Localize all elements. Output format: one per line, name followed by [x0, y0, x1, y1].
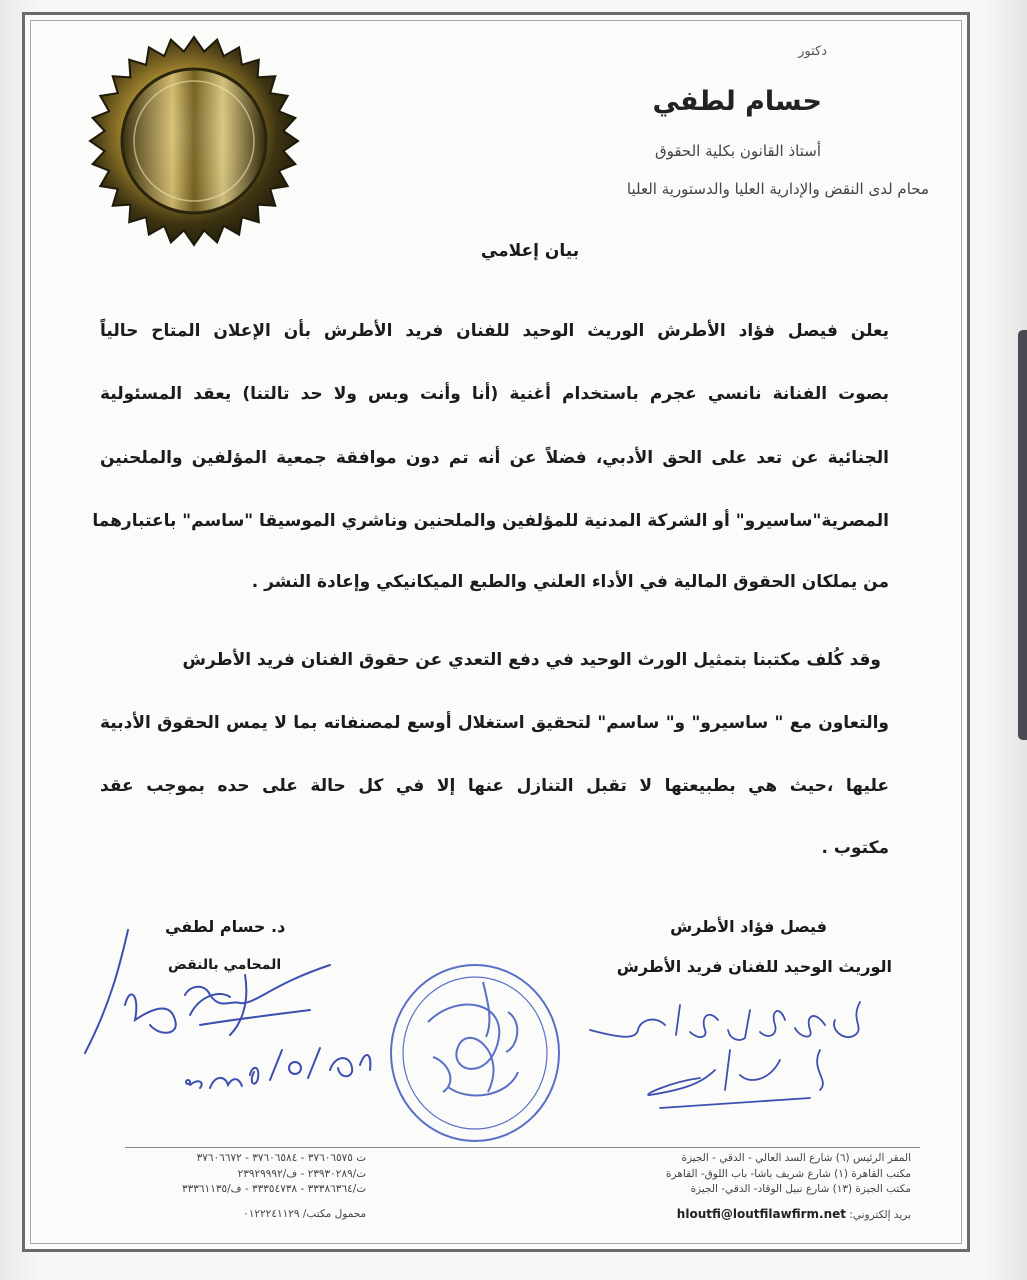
footer-address-line: مكتب الجيزة (١٣) شارع نبيل الوقاد- الدقي- الجيزة: [690, 1183, 911, 1195]
scrollbar-thumb[interactable]: [1018, 330, 1027, 740]
paragraph-2-line: والتعاون مع " ساسيرو" و" ساسم" لتحقيق استغلال أوسع لمصنفاته بما لا يمس الحقوق الأدبية: [100, 713, 889, 733]
footer-address-line: مكتب القاهرة (١) شارع شريف باشا- باب اللوق- القاهرة: [666, 1167, 911, 1180]
footer-phone-line: ت/٣٣٣٨٦٣٦٤ - ٣٣٣٥٤٧٣٨ - ف/٣٣٣٦١١٣٥: [182, 1183, 367, 1195]
paragraph-2-line: وقد كُلف مكتبنا بتمثيل الورث الوحيد في دفع التعدي عن حقوق الفنان فريد الأطرش: [182, 650, 881, 670]
circular-stamp-icon: [388, 962, 562, 1144]
document-heading: بيان إعلامي: [480, 241, 580, 261]
paragraph-1-line: من يملكان الحقوق المالية في الأداء العلني والطبع الميكانيكي وإعادة النشر .: [251, 572, 889, 592]
footer-email[interactable]: hloutfi@loutfilawfirm.net: [676, 1206, 846, 1221]
footer-phone-line: ت/٢٣٩٣٠٢٨٩ - ف/٢٣٩٢٩٩٩٢: [237, 1167, 367, 1180]
gold-seal-icon: [88, 30, 300, 252]
paragraph-1-line: بصوت الفنانة نانسي عجرم باستخدام أغنية (أنا وأنت وبس ولا حد تالتنا) يعقد المسئولية: [100, 384, 889, 404]
signatory-right-title: الوريث الوحيد للفنان فريد الأطرش: [616, 957, 892, 976]
letterhead-subtitle-1: أستاذ القانون بكلية الحقوق: [654, 142, 821, 160]
letterhead-subtitle-2: محام لدى النقض والإدارية العليا والدستورية العليا: [626, 180, 929, 198]
footer-addresses: [666, 1151, 911, 1223]
footer-phone-line: محمول مكتب/ ٠١٢٢٢٤١١٢٩: [243, 1207, 367, 1220]
footer-email-label: بريد إلكتروني:: [849, 1208, 911, 1221]
paragraph-1-line: المصرية"ساسيرو" أو الشركة المدنية للمؤلفين والملحنين وناشري الموسيقا "ساسم" باعتبارهما: [92, 511, 889, 531]
paragraph-2-line: عليها ،حيث هي بطبيعتها لا تقبل التنازل عنها إلا في كل حالة على حده بموجب عقد: [100, 776, 889, 796]
handwritten-date: [180, 1020, 380, 1100]
footer-address-line: المقر الرئيس (٦) شارع السد العالي - الدقي - الجيزة: [681, 1152, 911, 1164]
paragraph-2-line: مكتوب .: [821, 838, 889, 858]
signatory-left-name: د. حسام لطفي: [165, 917, 286, 936]
footer-phone-line: ت ٣٧٦٠٦٥٧٥ - ٣٧٦٠٦٥٨٤ - ٣٧٦٠٦٦٧٢: [196, 1152, 367, 1164]
handwritten-signature-right: [580, 990, 880, 1120]
signatory-right-name: فيصل فؤاد الأطرش: [670, 917, 827, 936]
footer-phones: [182, 1151, 366, 1222]
paragraph-1-line: يعلن فيصل فؤاد الأطرش الوريث الوحيد للفنان فريد الأطرش بأن الإعلان المتاح حالياً: [100, 321, 889, 341]
footer-divider: [125, 1147, 920, 1148]
letterhead-name: حسام لطفي: [652, 86, 822, 117]
letterhead-title: دكتور: [798, 44, 827, 59]
signatory-left-title: المحامي بالنقض: [168, 957, 282, 973]
paragraph-1-line: الجنائية عن تعد على الحق الأدبي، فضلاً عن أنه تم دون موافقة جمعية المؤلفين والملحنين: [100, 448, 889, 468]
